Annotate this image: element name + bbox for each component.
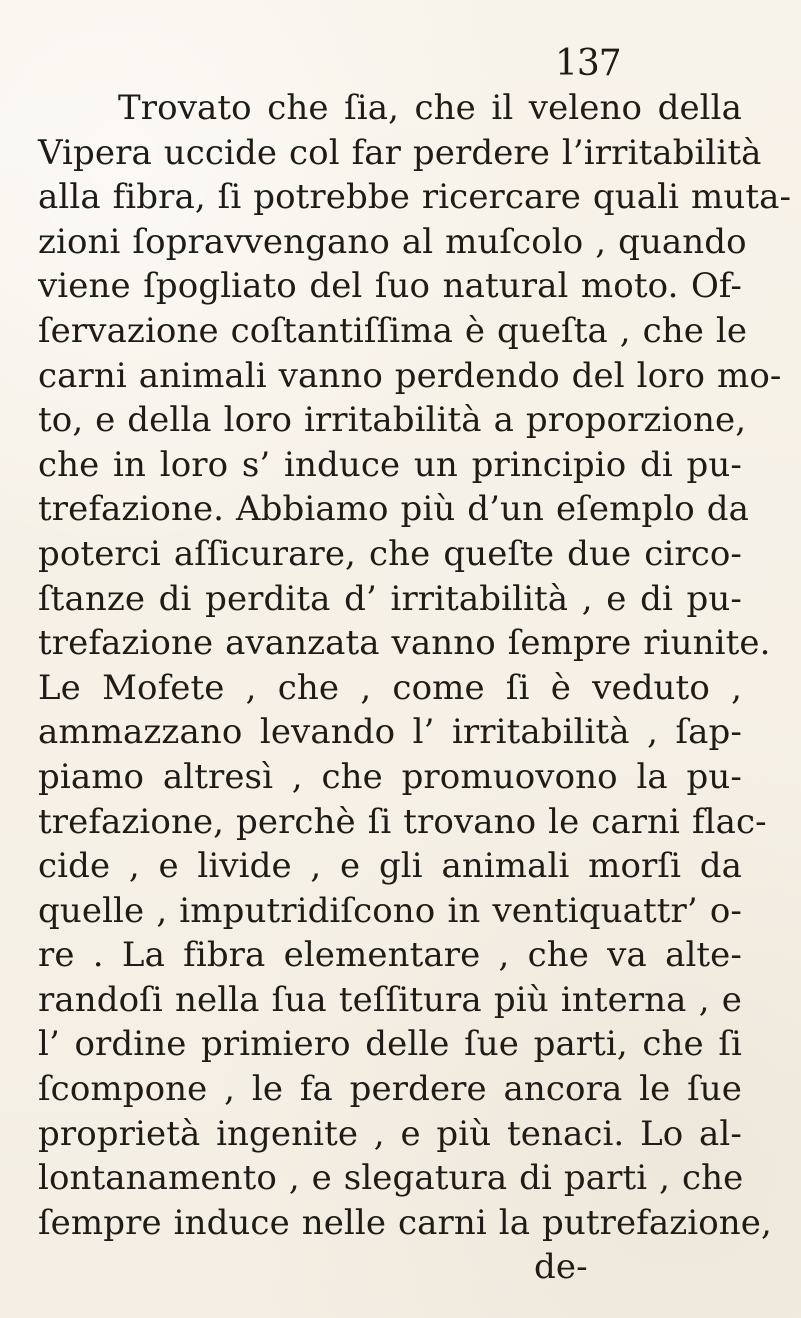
text-line: ſtanze di perdita d’ irritabilità , e di pu-	[38, 578, 742, 619]
text-line: Vipera uccide col far perdere l’irritabilità	[38, 132, 762, 173]
text-line: ſervazione coſtantiſſima è queſta , che le	[38, 310, 748, 351]
text-line: trefazione. Abbiamo più d’un eſemplo da	[38, 489, 749, 530]
text-line: randoſi nella ſua teſſitura più interna , e	[38, 979, 742, 1020]
text-line: l’ ordine primiero delle ſue parti, che ſi	[38, 1024, 742, 1065]
text-line: alla fibra, ſi potrebbe ricercare quali muta-	[38, 177, 792, 218]
text-line: ammazzano levando l’ irritabilità , ſap-	[38, 712, 742, 753]
text-line: Le Mofete , che , come ſi è veduto ,	[38, 667, 742, 708]
text-line: proprietà ingenite , e più tenaci. Lo al-	[38, 1113, 742, 1154]
text-line: Trovato che ſia, che il veleno della	[118, 88, 742, 128]
text-line: che in loro s’ induce un principio di pu-	[38, 444, 742, 485]
text-line: cide , e livide , e gli animali morſi da	[38, 846, 742, 887]
text-line: trefazione, perchè ſi trovano le carni flac-	[38, 801, 767, 842]
text-line: ſempre induce nelle carni la putrefazione,	[38, 1202, 772, 1243]
text-line: trefazione avanzata vanno ſempre riunite.	[38, 623, 771, 664]
text-line: viene ſpogliato del ſuo natural moto. Of-	[38, 266, 742, 307]
text-line: lontanamento , e slegatura di parti , che	[38, 1158, 744, 1199]
body-text	[38, 86, 792, 1290]
text-line: quelle , imputridiſcono in ventiquattr’ o-	[38, 890, 742, 931]
text-line: ſcompone , le fa perdere ancora le ſue	[38, 1069, 742, 1110]
text-line: piamo altresì , che promuovono la pu-	[38, 756, 742, 797]
text-line: to, e della loro irritabilità a proporzione,	[38, 400, 747, 441]
text-line: poterci aſſicurare, che queſte due circo-	[38, 533, 742, 574]
page-number: 137	[555, 43, 621, 84]
text-line: zioni ſopravvengano al muſcolo , quando	[38, 221, 747, 262]
catchword: de-	[534, 1247, 588, 1288]
text-line: re . La fibra elementare , che va alte-	[38, 935, 742, 976]
text-line: carni animali vanno perdendo del loro mo-	[38, 355, 782, 396]
